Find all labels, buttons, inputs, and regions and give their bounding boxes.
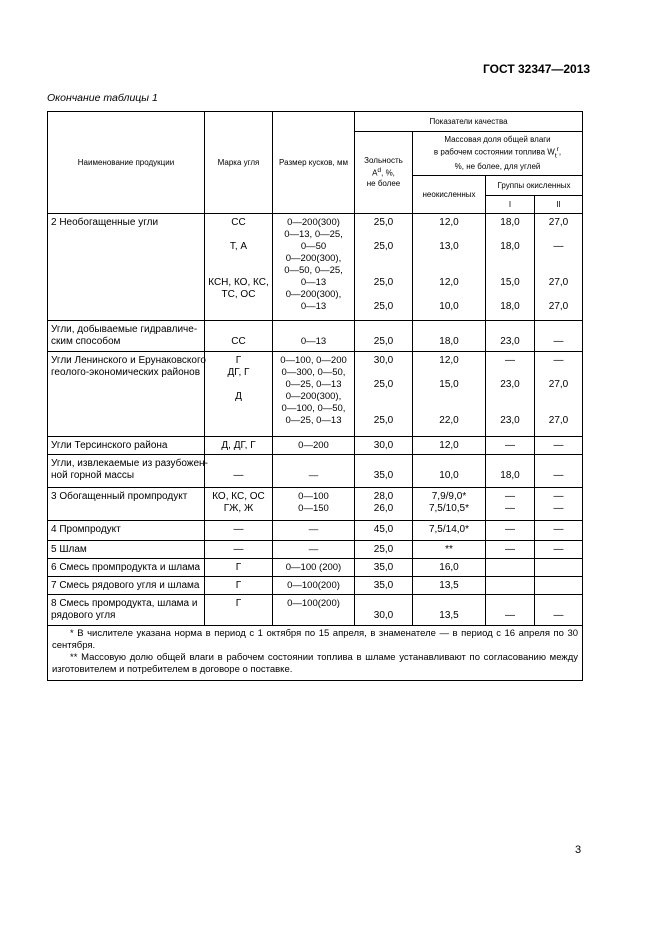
cell-line: — [505, 491, 515, 502]
cell-line [538, 253, 579, 265]
cell-line: 12,0 [439, 277, 459, 288]
cell-moisture-unoxidized [413, 321, 486, 352]
cell-line: ским способом [51, 336, 121, 347]
cell-lump-size [273, 321, 355, 352]
cell-line: 7 Смесь рядового угля и шлама [51, 580, 200, 591]
cell-line: Д [235, 391, 242, 402]
cell-moisture-group-2 [535, 595, 583, 626]
table-row [48, 455, 583, 488]
cell-line [538, 229, 579, 241]
header-coal-brand: Марка угля [205, 112, 273, 214]
cell-line: КО, КС, ОС [212, 491, 265, 502]
cell-line: 7,9/9,0* [431, 491, 467, 502]
cell-moisture-group-1 [486, 437, 535, 455]
cell-line: 0—25, 0—13 [285, 415, 342, 426]
cell-line: 13,5 [439, 580, 459, 591]
footnote: ** Массовую долю общей влаги в рабочем состоянии топлива в шламе устанавливают по согласованию между изготовителем и потребителем в договоре о поставке. [52, 652, 579, 675]
cell-line [538, 324, 579, 336]
cell-line: 15,0 [500, 277, 520, 288]
table-row [48, 321, 583, 352]
cell-line [416, 403, 482, 415]
cell-product-name [48, 437, 205, 455]
cell-line: 30,0 [373, 355, 394, 366]
cell-line: 0—200(300), [285, 253, 342, 264]
cell-line: 35,0 [373, 580, 394, 591]
cell-line [276, 324, 351, 336]
cell-line: 25,0 [373, 336, 394, 347]
cell-line: ** [445, 544, 453, 555]
cell-lump-size [273, 455, 355, 488]
cell-line: 18,0 [500, 241, 520, 252]
cell-line: 25,0 [373, 415, 394, 426]
cell-coal-brand [205, 521, 273, 541]
cell-line: — [308, 524, 319, 535]
cell-coal-brand [205, 321, 273, 352]
cell-product-name [48, 541, 205, 559]
cell-ash [355, 455, 413, 488]
cell-line: 0—100(200) [287, 598, 340, 609]
cell-line: 0—13 [300, 277, 327, 288]
cell-line: 18,0 [500, 217, 520, 228]
cell-lump-size [273, 521, 355, 541]
cell-line: 18,0 [439, 336, 459, 347]
cell-line: 6 Смесь промпродукта и шлама [51, 562, 201, 573]
cell-moisture-unoxidized [413, 595, 486, 626]
table-row [48, 577, 583, 595]
cell-lump-size [273, 437, 355, 455]
cell-product-name [48, 577, 205, 595]
cell-line [538, 265, 579, 277]
cell-coal-brand [205, 595, 273, 626]
cell-moisture-group-2 [535, 541, 583, 559]
cell-ash [355, 488, 413, 521]
cell-line [416, 367, 482, 379]
cell-moisture-group-1 [486, 541, 535, 559]
cell-line: 0—200(300), [285, 391, 342, 402]
cell-line: — [308, 470, 319, 481]
cell-moisture-group-1 [486, 595, 535, 626]
cell-line: — [505, 503, 515, 514]
cell-line: 0—200 [298, 440, 329, 451]
cell-moisture-unoxidized [413, 214, 486, 321]
cell-coal-brand [205, 437, 273, 455]
cell-line: 0—200(300), [285, 289, 342, 300]
cell-moisture-unoxidized [413, 488, 486, 521]
cell-line: — [553, 544, 564, 555]
cell-line [416, 598, 482, 610]
cell-line: 0—25, 0—13 [285, 379, 342, 390]
cell-moisture-group-2 [535, 321, 583, 352]
header-unoxidized: неокисленных [413, 176, 486, 214]
cell-product-name [48, 352, 205, 437]
cell-line: — [553, 503, 564, 514]
cell-line [538, 580, 579, 592]
cell-moisture-group-1 [486, 488, 535, 521]
cell-line: КСН, КО, КС, [208, 277, 269, 288]
cell-moisture-group-2 [535, 352, 583, 437]
cell-line: 15,0 [439, 379, 459, 390]
cell-line: Т, А [229, 241, 248, 252]
cell-line: 5 Шлам [51, 544, 87, 555]
table-row [48, 559, 583, 577]
cell-line: 22,0 [439, 415, 459, 426]
cell-line: 0—100(200) [287, 580, 340, 591]
cell-line [416, 324, 482, 336]
cell-line: 7,5/10,5* [428, 503, 470, 514]
cell-line [358, 253, 409, 265]
cell-line: 25,0 [373, 241, 394, 252]
cell-moisture-unoxidized [413, 352, 486, 437]
cell-coal-brand [205, 352, 273, 437]
cell-line: 25,0 [373, 379, 394, 390]
footnote-row [48, 626, 583, 681]
cell-line: 8 Смесь промродукта, шлама и [51, 598, 198, 609]
cell-line: Угли, добываемые гидравличе- [51, 324, 198, 335]
cell-moisture-group-1 [486, 214, 535, 321]
cell-line: — [553, 241, 564, 252]
cell-moisture-group-2 [535, 488, 583, 521]
cell-line: 0—150 [298, 503, 329, 514]
cell-moisture-group-1 [486, 521, 535, 541]
cell-coal-brand [205, 455, 273, 488]
cell-moisture-group-2 [535, 521, 583, 541]
cell-line: 0—100, 0—50, [281, 403, 346, 414]
cell-line [208, 324, 269, 336]
cell-line: 27,0 [548, 217, 569, 228]
cell-moisture-group-1 [486, 321, 535, 352]
cell-line: 28,0 [373, 491, 394, 502]
cell-line: 4 Промпродукт [51, 524, 121, 535]
cell-line: — [505, 544, 515, 555]
cell-line [358, 403, 409, 415]
cell-moisture-unoxidized [413, 559, 486, 577]
cell-line: 0—100 [298, 491, 329, 502]
header-product-name: Наименование продукции [48, 112, 205, 214]
cell-line [358, 324, 409, 336]
cell-line: 23,0 [500, 336, 520, 347]
cell-moisture-group-2 [535, 437, 583, 455]
cell-line: геолого-экономических районов [51, 367, 201, 378]
cell-product-name [48, 321, 205, 352]
cell-product-name [48, 559, 205, 577]
cell-line: 10,0 [439, 301, 459, 312]
cell-line [489, 289, 531, 301]
cell-line [489, 265, 531, 277]
cell-line: 23,0 [500, 415, 520, 426]
cell-line: Угли Ленинского и Ерунаковского [51, 355, 206, 366]
cell-line: 18,0 [500, 470, 520, 481]
cell-line [208, 253, 269, 265]
cell-line: Г [235, 580, 242, 591]
cell-line: ГЖ, Ж [223, 503, 254, 514]
cell-line: — [553, 491, 564, 502]
cell-coal-brand [205, 214, 273, 321]
cell-moisture-group-1 [486, 352, 535, 437]
cell-line: 0—13 [300, 336, 327, 347]
cell-lump-size [273, 541, 355, 559]
cell-moisture-group-2 [535, 559, 583, 577]
cell-moisture-group-2 [535, 455, 583, 488]
cell-line [208, 229, 269, 241]
cell-line: — [553, 470, 564, 481]
cell-line [358, 598, 409, 610]
cell-line: 25,0 [373, 277, 394, 288]
table-row [48, 437, 583, 455]
cell-line: 25,0 [373, 544, 394, 555]
cell-line: 35,0 [373, 562, 394, 573]
cell-moisture-unoxidized [413, 455, 486, 488]
cell-line: — [505, 355, 515, 366]
cell-line: 27,0 [548, 415, 569, 426]
cell-ash [355, 352, 413, 437]
cell-moisture-unoxidized [413, 437, 486, 455]
header-moisture: Массовая доля общей влаги в рабочем состоянии топлива $W_t^r$, %, не более, для углей [413, 132, 583, 176]
cell-line: 0—300, 0—50, [281, 367, 346, 378]
header-ash-content: Зольность $A^d$, %, не более [355, 132, 413, 214]
cell-line: Г [235, 562, 242, 573]
cell-coal-brand [205, 559, 273, 577]
cell-line [538, 458, 579, 470]
cell-line: 3 Обогащенный промпродукт [51, 491, 188, 502]
table-row [48, 488, 583, 521]
cell-line [208, 265, 269, 277]
cell-line [489, 598, 531, 610]
cell-line: Угли, извлекаемые из разубожен- [51, 458, 208, 469]
cell-moisture-group-1 [486, 455, 535, 488]
footnote: * В числителе указана норма в период с 1 октября по 15 апреля, в знаменателе — в период с 16 апреля по 30 сентября. [52, 628, 579, 651]
page-number: 3 [575, 844, 582, 856]
cell-line [416, 253, 482, 265]
cell-line: 7,5/14,0* [428, 524, 470, 535]
footnotes [48, 626, 583, 681]
cell-coal-brand [205, 488, 273, 521]
header-lump-size: Размер кусков, мм [273, 112, 355, 214]
header-quality-indicators: Показатели качества [355, 112, 583, 132]
cell-line [489, 391, 531, 403]
standard-number: ГОСТ 32347—2013 [483, 62, 591, 76]
cell-product-name [48, 521, 205, 541]
cell-lump-size [273, 577, 355, 595]
cell-line: 30,0 [373, 440, 394, 451]
cell-ash [355, 595, 413, 626]
header-group-1: I [486, 196, 535, 214]
table-caption: Окончание таблицы 1 [47, 92, 158, 104]
cell-line: ТС, ОС [221, 289, 256, 300]
cell-line [416, 265, 482, 277]
cell-line [489, 229, 531, 241]
cell-line: — [308, 544, 319, 555]
cell-line [358, 265, 409, 277]
cell-ash [355, 437, 413, 455]
cell-product-name [48, 488, 205, 521]
table-row [48, 214, 583, 321]
cell-line: 18,0 [500, 301, 520, 312]
cell-line [538, 391, 579, 403]
cell-line [358, 391, 409, 403]
cell-line [489, 458, 531, 470]
cell-line: ДГ, Г [227, 367, 250, 378]
cell-line: — [553, 610, 564, 621]
cell-moisture-unoxidized [413, 577, 486, 595]
cell-line: СС [231, 217, 246, 228]
cell-line: 2 Необогащенные угли [51, 217, 159, 228]
cell-ash [355, 541, 413, 559]
cell-line [358, 367, 409, 379]
table-row [48, 352, 583, 437]
cell-line [489, 562, 531, 574]
table-row [48, 595, 583, 626]
cell-moisture-group-2 [535, 214, 583, 321]
cell-line: 13,5 [439, 610, 459, 621]
header-group-2: II [535, 196, 583, 214]
cell-line [358, 229, 409, 241]
cell-line: 25,0 [373, 217, 394, 228]
cell-line: — [505, 440, 515, 451]
cell-ash [355, 214, 413, 321]
cell-line: 0—100, 0—200 [280, 355, 347, 366]
cell-moisture-unoxidized [413, 541, 486, 559]
cell-ash [355, 577, 413, 595]
cell-line [416, 289, 482, 301]
cell-line: 27,0 [548, 379, 569, 390]
cell-coal-brand [205, 541, 273, 559]
cell-line: — [233, 470, 244, 481]
cell-lump-size [273, 488, 355, 521]
cell-line: 0—50 [300, 241, 327, 252]
cell-line: ной горной массы [51, 470, 135, 481]
cell-line: 12,0 [439, 440, 459, 451]
cell-line [208, 379, 269, 391]
cell-lump-size [273, 214, 355, 321]
cell-line: 12,0 [439, 355, 459, 366]
cell-line: — [553, 336, 564, 347]
cell-line: — [553, 524, 564, 535]
cell-line: 10,0 [439, 470, 459, 481]
cell-line: 0—13, 0—25, [284, 229, 343, 240]
cell-line: 45,0 [373, 524, 394, 535]
cell-line: рядового угля [51, 610, 116, 621]
cell-line: — [505, 524, 515, 535]
coal-quality-table [47, 111, 583, 681]
cell-line: СС [231, 336, 246, 347]
cell-line [538, 403, 579, 415]
cell-line [416, 391, 482, 403]
cell-line [489, 403, 531, 415]
cell-line: 12,0 [439, 217, 459, 228]
cell-moisture-group-1 [486, 559, 535, 577]
cell-line: 16,0 [439, 562, 459, 573]
cell-line [416, 229, 482, 241]
cell-line: Д, ДГ, Г [221, 440, 256, 451]
cell-line [538, 367, 579, 379]
cell-line: 35,0 [373, 470, 394, 481]
cell-line: 13,0 [439, 241, 459, 252]
cell-line: 0—13 [300, 301, 327, 312]
cell-line [538, 598, 579, 610]
cell-line: 23,0 [500, 379, 520, 390]
cell-product-name [48, 455, 208, 488]
cell-ash [355, 521, 413, 541]
header-oxidized-groups: Группы окисленных [486, 176, 583, 196]
cell-line: 27,0 [548, 301, 569, 312]
cell-product-name [48, 595, 205, 626]
table-row [48, 521, 583, 541]
cell-moisture-unoxidized [413, 521, 486, 541]
cell-lump-size [273, 595, 355, 626]
cell-line [538, 562, 579, 574]
cell-moisture-group-1 [486, 577, 535, 595]
cell-line: 0—200(300) [287, 217, 340, 228]
cell-line [489, 367, 531, 379]
cell-line: 30,0 [373, 610, 394, 621]
cell-line [489, 253, 531, 265]
cell-line: — [553, 440, 564, 451]
cell-line: — [233, 524, 244, 535]
cell-line: 0—100 (200) [285, 562, 342, 573]
cell-line [358, 458, 409, 470]
cell-line: Угли Терсинского района [51, 440, 168, 451]
cell-lump-size [273, 352, 355, 437]
cell-line: — [233, 544, 244, 555]
cell-coal-brand [205, 577, 273, 595]
cell-line: Г [235, 598, 242, 609]
cell-line [208, 458, 269, 470]
cell-line: 26,0 [373, 503, 394, 514]
cell-ash [355, 321, 413, 352]
cell-moisture-group-2 [535, 577, 583, 595]
cell-line [358, 289, 409, 301]
cell-line: 0—50, 0—25, [284, 265, 343, 276]
cell-line [416, 458, 482, 470]
cell-line: 25,0 [373, 301, 394, 312]
cell-line [489, 324, 531, 336]
cell-line: — [505, 610, 515, 621]
cell-lump-size [273, 559, 355, 577]
cell-product-name [48, 214, 205, 321]
table-row [48, 541, 583, 559]
cell-line: Г [235, 355, 242, 366]
cell-line [538, 289, 579, 301]
cell-line [489, 580, 531, 592]
cell-line: — [553, 355, 564, 366]
cell-line [276, 458, 351, 470]
cell-line: 27,0 [548, 277, 569, 288]
cell-ash [355, 559, 413, 577]
